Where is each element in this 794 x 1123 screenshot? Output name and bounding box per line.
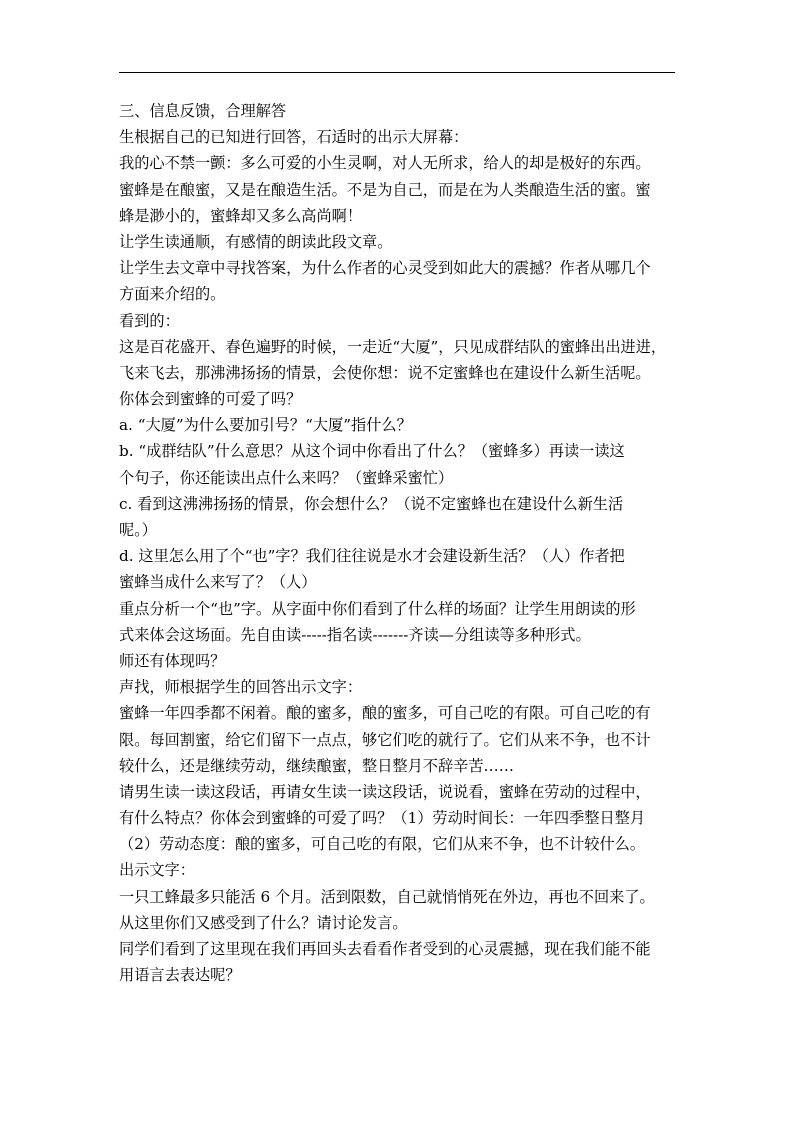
text-line: 呢。） — [119, 521, 157, 539]
text-line: a. “大厦”为什么要加引号？“大厦”指什么？ — [119, 416, 412, 435]
text-line: 我的心不禁一颤：多么可爱的小生灵啊，对人无所求，给人的却是极好的东西。 — [119, 154, 651, 173]
text-line: （2）劳动态度：酿的蜜多，可自己吃的有限，它们从来不争，也不计较什么。 — [119, 835, 646, 854]
text-line: 声找，师根据学生的回答出示文字： — [119, 678, 362, 697]
text-line: 你体会到蜜蜂的可爱了吗？ — [119, 390, 302, 409]
text-line: 限。每回割蜜，给它们留下一点点，够它们吃的就行了。它们从来不争，也不计 — [119, 730, 651, 749]
text-line: 请男生读一读这段话，再请女生读一读这段话，说说看，蜜蜂在劳动的过程中， — [119, 782, 651, 801]
text-line: 蜂是渺小的，蜜蜂却又多么高尚啊！ — [119, 206, 362, 225]
text-line: 三、信息反馈，合理解答 — [119, 102, 287, 120]
text-line: 较什么，还是继续劳动，继续酿蜜，整日整月不辞辛苦…… — [119, 756, 514, 775]
text-line: 式来体会这场面。先自由读-----指名读-------齐读—分组读等多种形式。 — [119, 625, 591, 644]
text-line: 让学生读通顺，有感情的朗读此段文章。 — [119, 232, 393, 251]
text-line: 生根据自己的已知进行回答，石适时的出示大屏幕： — [119, 128, 469, 147]
text-line: c. 看到这沸沸扬扬的情景，你会想什么？（说不定蜜蜂也在建设什么新生活 — [119, 494, 624, 513]
header-rule — [119, 72, 675, 73]
text-line: 个句子，你还能读出点什么来吗？（蜜蜂采蜜忙） — [119, 468, 454, 487]
text-line: b. “成群结队”什么意思？从这个词中你看出了什么？（蜜蜂多）再读一读这 — [119, 442, 625, 461]
text-line: 有什么特点？你体会到蜜蜂的可爱了吗？（1）劳动时间长：一年四季整日整月 — [119, 809, 646, 828]
text-line: 从这里你们又感受到了什么？请讨论发言。 — [119, 913, 408, 932]
text-line: 看到的： — [119, 311, 180, 330]
text-line: 重点分析一个“也”字。从字面中你们看到了什么样的场面？让学生用朗读的形 — [119, 599, 636, 618]
text-line: 这是百花盛开、春色遍野的时候，一走近“大厦”，只见成群结队的蜜蜂出出进进， — [119, 337, 667, 356]
text-line: 蜜蜂一年四季都不闲着。酿的蜜多，酿的蜜多，可自己吃的有限。可自己吃的有 — [119, 704, 651, 723]
text-line: 蜜蜂当成什么来写了？（人） — [119, 573, 317, 592]
text-line: 让学生去文章中寻找答案，为什么作者的心灵受到如此大的震撼？作者从哪几个 — [119, 259, 651, 278]
text-line: 蜜蜂是在酿蜜，又是在酿造生活。不是为自己，而是在为人类酿造生活的蜜。蜜 — [119, 180, 651, 199]
text-line: d. 这里怎么用了个“也”字？我们往往说是水才会建设新生活？（人）作者把 — [119, 547, 625, 566]
document-body — [119, 98, 675, 988]
text-line: 一只工蜂最多只能活 6 个月。活到限数，自己就悄悄死在外边，再也不回来了。 — [119, 887, 655, 906]
text-line: 师还有体现吗？ — [119, 651, 226, 670]
text-line: 方面来介绍的。 — [119, 285, 226, 304]
text-line: 同学们看到了这里现在我们再回头去看看作者受到的心灵震撼，现在我们能不能 — [119, 940, 651, 958]
text-line: 用语言去表达呢？ — [119, 966, 241, 985]
text-line: 出示文字： — [119, 861, 195, 880]
text-line: 飞来飞去，那沸沸扬扬的情景，会使你想：说不定蜜蜂也在建设什么新生活呢。 — [119, 363, 651, 382]
